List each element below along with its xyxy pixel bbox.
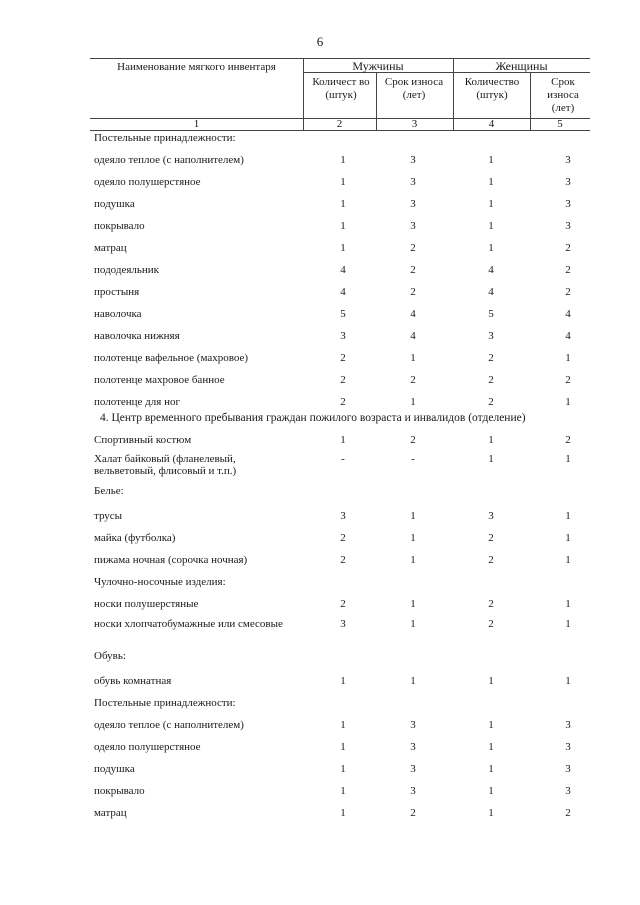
item-name: обувь комнатная (94, 675, 172, 687)
women-term-cell: 3 (565, 763, 571, 775)
item-name: одеяло полушерстяное (94, 741, 201, 753)
item-name: носки полушерстяные (94, 598, 199, 610)
item-name: Постельные принадлежности: (94, 697, 236, 709)
men-qty-cell: 1 (340, 807, 346, 819)
item-name: пижама ночная (сорочка ночная) (94, 554, 248, 566)
men-qty-cell: 1 (340, 154, 346, 166)
men-term-cell: 3 (410, 763, 416, 775)
men-term-cell: 3 (410, 719, 416, 731)
men-qty-cell: 1 (340, 785, 346, 797)
women-qty-cell: 1 (488, 719, 494, 731)
item-name: наволочка (94, 308, 142, 320)
page-number: 6 (316, 34, 324, 49)
men-term-cell: 2 (410, 807, 416, 819)
women-qty-cell: 4 (488, 264, 494, 276)
item-name: Чулочно-носочные изделия: (94, 576, 226, 588)
men-term-cell: 2 (410, 434, 416, 446)
col-number: 3 (411, 118, 418, 130)
item-name: полотенце вафельное (махровое) (94, 352, 249, 364)
women-qty-cell: 2 (488, 396, 494, 408)
men-qty-cell: 3 (340, 618, 346, 630)
men-qty-cell: 5 (340, 308, 346, 320)
women-term-cell: 1 (565, 352, 571, 364)
item-name: полотенце для ног (94, 396, 180, 408)
women-qty-cell: 2 (488, 554, 494, 566)
item-name: носки хлопчатобумажные или смесовые (94, 618, 283, 630)
header-women-term: Срок износа (лет) (547, 76, 579, 114)
men-term-cell: 2 (410, 264, 416, 276)
women-term-cell: 1 (565, 618, 571, 630)
item-name: одеяло теплое (с наполнителем) (94, 719, 244, 731)
women-qty-cell: 3 (488, 510, 494, 522)
men-term-cell: 1 (410, 510, 416, 522)
women-term-cell: 2 (565, 807, 571, 819)
women-term-cell: 2 (565, 374, 571, 386)
men-term-cell: 1 (410, 618, 416, 630)
women-qty-cell: 2 (488, 598, 494, 610)
men-qty-cell: 2 (340, 374, 346, 386)
men-qty-cell: 1 (340, 763, 346, 775)
women-term-cell: 3 (565, 785, 571, 797)
women-qty-cell: 2 (488, 532, 494, 544)
item-name: матрац (94, 242, 127, 254)
women-qty-cell: 1 (488, 807, 494, 819)
women-term-cell: 1 (565, 396, 571, 408)
women-term-cell: 1 (565, 532, 571, 544)
item-name: подушка (94, 198, 135, 210)
women-qty-cell: 3 (488, 330, 494, 342)
men-qty-cell: 4 (340, 264, 346, 276)
men-term-cell: 4 (410, 308, 416, 320)
col-number: 2 (336, 118, 343, 130)
women-qty-cell: 1 (488, 198, 494, 210)
men-term-cell: 1 (410, 598, 416, 610)
women-qty-cell: 1 (488, 242, 494, 254)
women-qty-cell: 1 (488, 785, 494, 797)
men-qty-cell: 2 (340, 532, 346, 544)
women-qty-cell: 4 (488, 286, 494, 298)
women-term-cell: 4 (565, 308, 571, 320)
men-qty-cell: 2 (340, 396, 346, 408)
item-name: Постельные принадлежности: (94, 132, 236, 144)
men-qty-cell: 1 (340, 242, 346, 254)
men-term-cell: 1 (410, 396, 416, 408)
item-name: пододеяльник (94, 264, 160, 276)
item-name: одеяло полушерстяное (94, 176, 201, 188)
women-qty-cell: 1 (488, 434, 494, 446)
men-qty-cell: 2 (340, 352, 346, 364)
men-qty-cell: 1 (340, 719, 346, 731)
men-qty-cell: 4 (340, 286, 346, 298)
men-term-cell: 3 (410, 785, 416, 797)
header-men: Мужчины (352, 59, 404, 73)
header-men-term: Срок износа (лет) (384, 76, 444, 101)
men-term-cell: 4 (410, 330, 416, 342)
item-name: майка (футболка) (94, 532, 176, 544)
item-name: покрывало (94, 785, 145, 797)
item-name: Обувь: (94, 650, 126, 662)
item-name: подушка (94, 763, 135, 775)
women-term-cell: 1 (565, 510, 571, 522)
men-term-cell: 3 (410, 198, 416, 210)
women-term-cell: 3 (565, 741, 571, 753)
women-qty-cell: 1 (488, 675, 494, 687)
men-qty-cell: - (341, 453, 345, 465)
women-qty-cell: 2 (488, 618, 494, 630)
header-women-qty: Количество (штук) (464, 76, 520, 101)
women-qty-cell: 1 (488, 741, 494, 753)
women-term-cell: 3 (565, 719, 571, 731)
men-qty-cell: 2 (340, 554, 346, 566)
men-qty-cell: 3 (340, 330, 346, 342)
item-name: одеяло теплое (с наполнителем) (94, 154, 244, 166)
women-term-cell: 1 (565, 554, 571, 566)
header-women: Женщины (495, 59, 548, 73)
item-name: простыня (94, 286, 140, 298)
men-term-cell: 2 (410, 286, 416, 298)
women-term-cell: 2 (565, 434, 571, 446)
men-term-cell: 1 (410, 532, 416, 544)
men-qty-cell: 2 (340, 598, 346, 610)
men-term-cell: 2 (410, 242, 416, 254)
women-term-cell: 1 (565, 453, 571, 465)
women-qty-cell: 1 (488, 154, 494, 166)
men-term-cell: 1 (410, 554, 416, 566)
women-term-cell: 1 (565, 675, 571, 687)
item-name: покрывало (94, 220, 145, 232)
men-term-cell: 1 (410, 675, 416, 687)
women-term-cell: 3 (565, 198, 571, 210)
women-qty-cell: 1 (488, 453, 494, 465)
men-term-cell: 3 (410, 741, 416, 753)
men-term-cell: 3 (410, 220, 416, 232)
men-qty-cell: 1 (340, 434, 346, 446)
women-qty-cell: 5 (488, 308, 494, 320)
men-qty-cell: 1 (340, 741, 346, 753)
men-term-cell: 3 (410, 154, 416, 166)
men-term-cell: - (411, 453, 415, 465)
item-name: матрац (94, 807, 127, 819)
item-name: наволочка нижняя (94, 330, 180, 342)
women-term-cell: 2 (565, 286, 571, 298)
men-term-cell: 1 (410, 352, 416, 364)
women-term-cell: 3 (565, 154, 571, 166)
women-term-cell: 4 (565, 330, 571, 342)
col-number: 1 (193, 118, 200, 130)
item-name: трусы (94, 510, 123, 522)
header-name-col: Наименование мягкого инвентаря (117, 61, 276, 73)
item-name: Халат байковый (фланелевый, вельветовый, флисовый и т.п.) (94, 453, 237, 477)
women-qty-cell: 1 (488, 763, 494, 775)
women-term-cell: 3 (565, 176, 571, 188)
men-qty-cell: 1 (340, 176, 346, 188)
women-term-cell: 2 (565, 242, 571, 254)
women-qty-cell: 1 (488, 176, 494, 188)
item-name: Спортивный костюм (94, 434, 192, 446)
item-name: Белье: (94, 485, 124, 497)
women-term-cell: 3 (565, 220, 571, 232)
men-term-cell: 3 (410, 176, 416, 188)
men-qty-cell: 1 (340, 198, 346, 210)
men-qty-cell: 3 (340, 510, 346, 522)
women-qty-cell: 2 (488, 352, 494, 364)
item-name: 4. Центр временного пребывания граждан пожилого возраста и инвалидов (отделение) (100, 412, 526, 424)
women-term-cell: 1 (565, 598, 571, 610)
col-number: 5 (557, 118, 563, 130)
col-number: 4 (488, 118, 495, 130)
item-name: полотенце махровое банное (94, 374, 225, 386)
women-qty-cell: 2 (488, 374, 494, 386)
men-term-cell: 2 (410, 374, 416, 386)
women-term-cell: 2 (565, 264, 571, 276)
men-qty-cell: 1 (340, 220, 346, 232)
women-qty-cell: 1 (488, 220, 494, 232)
header-men-qty: Количест во (штук) (312, 76, 370, 101)
men-qty-cell: 1 (340, 675, 346, 687)
